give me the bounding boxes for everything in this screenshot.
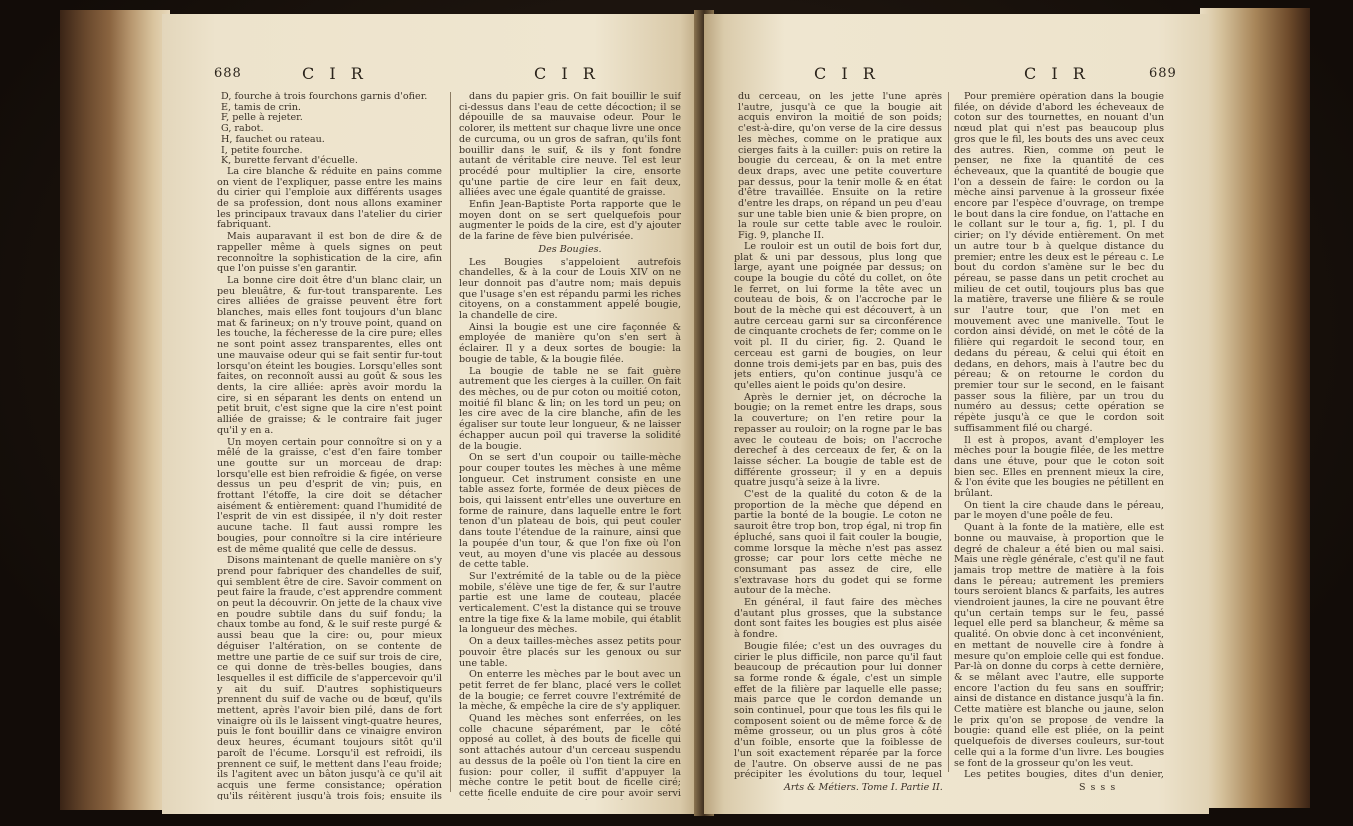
paragraph: La cire blanche & réduite en pains comme on vient de l'expliquer, passe entre les mains du cirier qui l'emploie aux différents usages de sa profession, dont nous allons examiner les principaux travaux dans l'atelier du cirier fabriquant. — [217, 165, 442, 231]
paragraph: K, burette fervant d'écuelle. — [221, 155, 358, 167]
paragraph: Un moyen certain pour connoître si on y a mêlé de la graisse, c'est d'en faire tomber une goutte sur un morceau de drap: lorsqu'elle est bien refroidie & figée, on verse dessus un peu d'esprit de vin; puis, en frottant l'étoffe, la cire doit se détacher aisément & entièrement: quand l'humidité de l'esprit de vin est dissipée, il n'y doit rester aucune tache. Il faut aussi rompre les bougies, pour connoître si la cire intérieure est de même qualité que celle de dessus. — [217, 436, 442, 555]
section-heading: Des Bougies. — [538, 243, 602, 255]
right-page-edges — [1200, 8, 1310, 808]
left-column-1 — [217, 92, 442, 800]
paragraph: En général, il faut faire des mèches d'autant plus grosses, que la substance dont sont faites les bougies est plus aisée à fondre. — [734, 597, 942, 641]
paragraph: On se sert d'un coupoir ou taille-mèche pour couper toutes les mèches à une même longueur. Cet instrument consiste en une table assez forte, formée de deux pièces de bois, qui laissent entr'elles une ouverture en forme de rainure, dans laquelle entre le fort tenon d'un plateau de bois, qui peut couler dans toute l'étendue de la rainure, ainsi que la poupée d'un tour, & que l'on fixe où l'on veut, au moyen d'une vis placée au dessous de cette table. — [459, 452, 681, 571]
paragraph: Quant à la fonte de la matière, elle est bonne ou mauvaise, à proportion que le degré de chaleur a été bien ou mal saisi. Mais une règle générale, c'est qu'il ne faut jamais trop mettre de matière à la fois dans le péreau; autrement les premiers tours seroient blancs & parfaits, les autres viendroient jaunes, la cire ne pouvant être qu'un certain temps sur le feu, passé lequel elle perd sa blancheur, & même sa qualité. On obvie donc à cet inconvénient, en mettant de nouvelle cire à fondre à mesure qu'on emploie celle qui est fondue. Par-là on donne du corps à cette dernière, & se mêlant avec l'autre, elle supporte encore l'action du feu sans en souffrir; ainsi de distance en distance jusqu'à la fin. Cette matière est blanche ou jaune, selon le prix qu'on se propose de vendre la bougie: quand elle est pliée, on la peint quelquefois de diverses couleurs, sur-tout celle qui a la forme d'un livre. Les bougies se font de la grosseur qu'on les veut. — [954, 522, 1164, 769]
page-footer: Arts & Métiers. Tome I. Partie II. — [784, 782, 943, 793]
paragraph: E, tamis de crin. — [221, 101, 301, 113]
paragraph: H, fauchet ou rateau. — [221, 133, 325, 145]
paragraph: Les Bougies s'appeloient autrefois chandelles, & à la cour de Louis XIV on ne leur donnoit pas d'autre nom; mais depuis que l'usage s'en est répandu parmi les riches citoyens, on a constamment appelé bougie, la chandelle de cire. — [459, 256, 681, 322]
paragraph: Ainsi la bougie est une cire façonnée & employée de manière qu'on s'en sert à éclairer. Il y a deux sortes de bougie: la bougie de table, & la bougie filée. — [459, 321, 681, 365]
paragraph: Enfin Jean-Baptiste Porta rapporte que le moyen dont on se sert quelquefois pour augmenter le poids de la cire, est d'y ajouter de la farine de fève bien pulvérisée. — [459, 199, 681, 243]
running-head-left-col1: C I R — [302, 64, 368, 83]
paragraph: I, petite fourche. — [221, 144, 303, 156]
paragraph: D, fourche à trois fourchons garnis d'ofier. — [221, 92, 428, 102]
paragraph: On enterre les mèches par le bout avec un petit ferret de fer blanc, placé vers le collet de la bougie; ce ferret couvre l'extrémité de la mèche, & empêche la cire de s'y appliquer. — [459, 669, 681, 713]
paragraph: La bonne cire doit être d'un blanc clair, un peu bleuâtre, & fur-tout transparente. Les cires alliées de graisse peuvent être fort blanches, mais elles font toujours d'un blanc mat & farineux; on n'y trouve point, quand on les touche, la fécheresse de la cire pure; elles ne sont point assez transparentes, elles ont une mauvaise odeur qui se fait sentir fur-tout lorsqu'on éteint les bougies. Lorsqu'elles sont faites, on reconnoît aussi au goût & sous les dents, la cire alliée: après avoir mordu la cire, si en séparant les dents on entend un petit bruit, c'est signe que la cire n'est point alliée de graisse; & le contraire fait juger qu'il y en a. — [217, 274, 442, 436]
paragraph: Le rouloir est un outil de bois fort dur, plat & uni par dessous, plus long que large, ayant une poignée par dessus; on coupe la bougie du côté du collet, on ôte le ferret, on lui forme la tête avec un couteau de bois, & on l'accroche par le bout de la mèche qui est découvert, à un autre cerceau garni sur sa circonférence de cinquante crochets de fer; comme on le voit pl. II du cirier, fig. 2. Quand le cerceau est garni de bougies, on leur donne trois demi-jets par en bas, puis des jets entiers, qu'on continue jusqu'à ce qu'elles aient le poids qu'on desire. — [734, 240, 942, 391]
column-rule-left — [450, 92, 451, 792]
paragraph: Les petites bougies, dites d'un denier, — [964, 769, 1164, 780]
right-column-2 — [954, 92, 1164, 780]
paragraph: Après le dernier jet, on décroche la bougie; on la remet entre les draps, sous la couverture; on l'en retire pour la repasser au rouloir; on la rogne par le bas avec le couteau de bois; on l'accroche derechef à des cerceaux de fer, & on la laisse sécher. La bougie de table est de différente grosseur; il y en a depuis quatre jusqu'à seize à la livre. — [734, 391, 942, 489]
paragraph: Pour première opération dans la bougie filée, on dévide d'abord les écheveaux de coton sur des tournettes, en nouant d'un nœud plat qui n'est pas beaucoup plus gros que le fil, les bouts des uns avec ceux des autres. Rien, comme on peut le penser, ne fixe la quantité de ces écheveaux, que la quantité de bougie que l'on a dessein de faire: le cordon ou la mèche ainsi parvenue à la grosseur fixée encore par l'espèce d'ouvrage, on trempe le bout dans la cire fondue, on l'attache en le collant sur le tour a, fig. 1, pl. I du cirier; on l'y dévide entièrement. On met un autre tour b à quelque distance du premier; entre les deux est le péreau c. Le bout du cordon s'amène sur le bec du péreau, se passe dans un petit crochet au milieu de cet outil, toujours plus bas que la matière, traverse une filière & se roule sur l'autre tour, que l'on met en mouvement avec une manivelle. Tout le cordon ainsi dévidé, on met le côté de la filière qui regardoit le second tour, en dedans du péreau, & celui qui étoit en dedans, en dehors, mais à l'autre bec du péreau; & on retourne le cordon du premier tour sur le second, en le faisant passer sous la filière, par un trou du numéro au dessus; cette opération se répète jusqu'à ce que le cordon soit suffisamment filé ou chargé. — [954, 92, 1164, 434]
right-page — [704, 14, 1209, 814]
paragraph: On a deux tailles-mèches assez petits pour pouvoir être placés sur les genoux ou sur une table. — [459, 636, 681, 669]
paragraph: C'est de la qualité du coton & de la proportion de la mèche que dépend en partie la bonté de la bougie. Le coton ne sauroit être trop bon, trop égal, ni trop fin épluché, sans quoi il fait couler la bougie, comme lorsque la mèche n'est pas assez grosse; car pour lors cette mèche ne consumant pas assez de cire, elle s'extravase hors du godet qui se forme autour de la mèche. — [734, 489, 942, 597]
paragraph: Disons maintenant de quelle manière on s'y prend pour fabriquer des chandelles de suif, qui semblent être de cire. Savoir comment on peut faire la fraude, c'est apprendre comment on peut la découvrir. On jette de la chaux vive en poudre subtile dans du suif fondu; la chaux tombe au fond, & le suif reste purgé & aussi beau que la cire: ou, pour mieux déguiser l'altération, on se contente de mettre une partie de ce suif sur trois de cire, ce qui donne de très-belles bougies, dans lesquelles il est difficile de s'appercevoir qu'il y ait du suif. D'autres sophistiqueurs prennent du suif de vache ou de bœuf, qu'ils mettent, après l'avoir bien pilé, dans de fort vinaigre où ils le laissent vingt-quatre heures, puis le font bouillir dans ce vinaigre environ deux heures, écumant toujours sitôt qu'il paroît de l'écume. Lorsqu'il est refroidi, ils prennent ce suif, le mettent dans l'eau froide; ils l'agitent avec un bâton jusqu'à ce qu'il ait acquis une ferme consistance; opération qu'ils réitèrent jusqu'à trois fois; ensuite ils — [217, 555, 442, 800]
paragraph: Quand les mèches sont enferrées, on les colle chacune séparément, par le côté opposé au collet, à des bouts de ficelle qui sont attachés autour d'un cerceau suspendu au dessus de la poêle où l'on tient la cire en fusion: pour coller, il suffit d'appuyer la mèche contre le petit bout de ficelle ciré; cette ficelle enduite de cire pour avoir servi — [459, 713, 681, 799]
running-head-right-col1: C I R — [814, 64, 880, 83]
paragraph: La bougie de table ne se fait guère autrement que les cierges à la cuiller. On fait des mèches, ou de pur coton ou moitié coton, moitié fil blanc & lin; on les tord un peu; on les cire avec de la cire blanche, afin de les égaliser sur toute leur longueur, & ne laisser échapper aucun poil qui traverse la solidité de la bougie. — [459, 365, 681, 452]
paragraph: F, pelle à rejeter. — [221, 112, 303, 124]
signature-mark: S s s s — [1079, 782, 1117, 793]
paragraph: G, rabot. — [221, 123, 264, 135]
paragraph: Bougie filée; c'est un des ouvrages du cirier le plus difficile, non parce qu'il faut beaucoup de précaution pour lui donner sa forme ronde & égale, c'est un simple effet de la filière par laquelle elle passe; mais parce que le cordon demande un soin continuel, pour que tous les fils qui le composent soient ou de même force & de même grosseur, ou un plus gros à côté d'un foible, ensorte que la foiblesse de l'un soit exactement réparée par la force de l'autre. On observe aussi de ne pas précipiter les évolutions du tour, lequel — [734, 640, 942, 780]
paragraph: On tient la cire chaude dans le péreau, par le moyen d'une poêle de feu. — [954, 499, 1164, 522]
running-head-left-col2: C I R — [534, 64, 600, 83]
page-number-right: 689 — [1149, 66, 1177, 81]
running-head-right-col2: C I R — [1024, 64, 1090, 83]
paragraph: du cerceau, on les jette l'une après l'autre, jusqu'à ce que la bougie ait acquis environ la moitié de son poids; c'est-à-dire, qu'on verse de la cire dessus les mèches, comme on le pratique aux cierges faits à la cuiller: puis on retire la bougie du cerceau, & on la met entre deux draps, avec une petite couverture par dessus, pour la tenir molle & en état d'être travaillée. Ensuite on la retire d'entre les draps, on répand un peu d'eau sur une table bien unie & bien propre, on la roule sur cette table avec le rouloir. Fig. 9, planche II. — [738, 92, 942, 242]
left-page — [162, 14, 702, 814]
left-column-2 — [459, 92, 681, 800]
right-column-1 — [734, 92, 942, 780]
left-page-edges — [60, 10, 170, 810]
page-number-left: 688 — [214, 66, 242, 81]
paragraph: Mais auparavant il est bon de dire & de rappeller même à quels signes on peut reconnoître la sophistication de la cire, afin que l'on puisse s'en garantir. — [217, 231, 442, 275]
paragraph: dans du papier gris. On fait bouillir le suif ci-dessus dans l'eau de cette décoction; il se dépouille de sa mauvaise odeur. Pour le colorer, ils mettent sur chaque livre une once de curcuma, ou un gros de safran, qu'ils font bouillir dans le suif, & ils y font fondre autant de véritable cire neuve. Tel est leur procédé pour multiplier la cire, ensorte qu'une partie de cire leur en fait deux, alliées avec une égale quantité de graisse. — [459, 92, 681, 199]
column-rule-right — [948, 92, 949, 772]
paragraph: Il est à propos, avant d'employer les mèches pour la bougie filée, de les mettre dans une étuve, pour que le coton soit bien sec. Elles en prennent mieux la cire, & l'on évite que les bougies ne pétillent en brûlant. — [954, 434, 1164, 500]
paragraph: Sur l'extrémité de la table ou de la pièce mobile, s'élève une tige de fer, & sur l'autre partie est une lame de couteau, placée verticalement. C'est la distance qui se trouve entre la tige fixe & la lame mobile, qui établit la longueur des mèches. — [459, 570, 681, 636]
